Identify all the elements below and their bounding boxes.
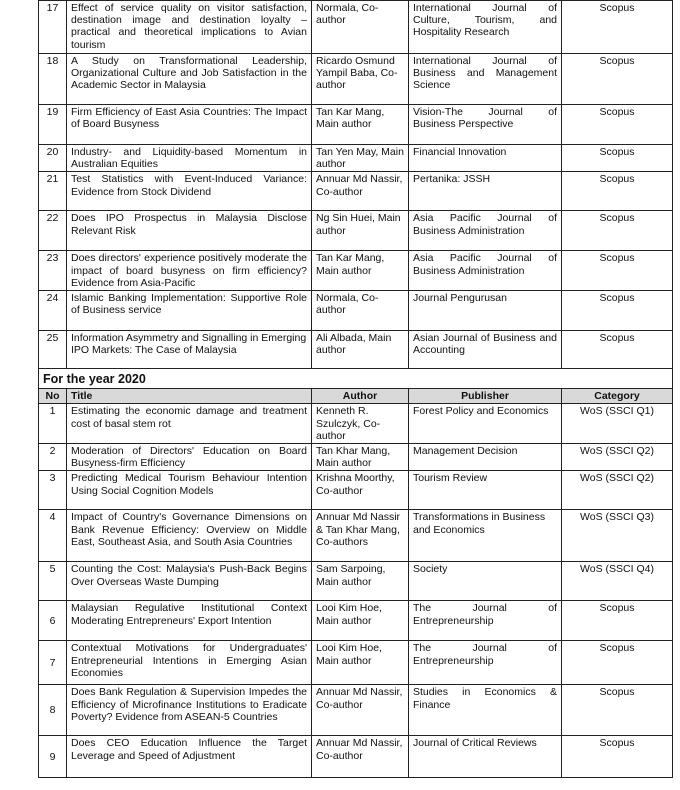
table-row — [39, 54, 673, 105]
table-2019-tail — [39, 1, 673, 369]
table-row — [39, 601, 673, 641]
row-number: 2 — [39, 444, 67, 471]
row-publisher: Asia Pacific Journal of Business Administration — [409, 251, 562, 291]
row-number: 22 — [39, 211, 67, 251]
row-title: Test Statistics with Event-Induced Variance: Evidence from Stock Dividend — [67, 172, 312, 211]
row-title: Islamic Banking Implementation: Supportive Role of Business service — [67, 291, 312, 331]
row-number: 5 — [39, 562, 67, 601]
row-publisher: Asia Pacific Journal of Business Administration — [409, 211, 562, 251]
year-heading-row — [39, 369, 673, 389]
row-number: 6 — [39, 601, 67, 641]
row-title: Effect of service quality on visitor satisfaction, destination image and destination loyalty – practical and theoretical implications to Avian tourism — [67, 1, 312, 54]
row-number: 1 — [39, 404, 67, 444]
row-number: 20 — [39, 145, 67, 172]
row-publisher: Journal of Critical Reviews — [409, 736, 562, 778]
row-number: 25 — [39, 331, 67, 369]
row-category: Scopus — [562, 172, 673, 211]
row-number: 17 — [39, 1, 67, 54]
row-publisher: Asian Journal of Business and Accounting — [409, 331, 562, 369]
row-number: 9 — [39, 736, 67, 778]
col-header-category: Category — [562, 389, 673, 404]
table-row — [39, 510, 673, 562]
table-header-row — [39, 389, 673, 404]
row-author: Sam Sarpoing, Main author — [312, 562, 409, 601]
row-title: Estimating the economic damage and treatment cost of basal stem rot — [67, 404, 312, 444]
table-row — [39, 736, 673, 778]
table-row — [39, 685, 673, 736]
row-number: 4 — [39, 510, 67, 562]
row-publisher: Forest Policy and Economics — [409, 404, 562, 444]
row-publisher: Society — [409, 562, 562, 601]
row-title: Does CEO Education Influence the Target Leverage and Speed of Adjustment — [67, 736, 312, 778]
row-author: Annuar Md Nassir & Tan Khar Mang, Co-authors — [312, 510, 409, 562]
row-author: Tan Khar Mang, Main author — [312, 444, 409, 471]
row-publisher: Management Decision — [409, 444, 562, 471]
table-row — [39, 172, 673, 211]
row-title: Predicting Medical Tourism Behaviour Intention Using Social Cognition Models — [67, 471, 312, 510]
col-header-no: No — [39, 389, 67, 404]
row-author: Annuar Md Nassir, Co-author — [312, 685, 409, 736]
table-row — [39, 105, 673, 145]
row-category: Scopus — [562, 105, 673, 145]
row-title: Industry- and Liquidity-based Momentum in Australian Equities — [67, 145, 312, 172]
row-category: Scopus — [562, 1, 673, 54]
row-number: 21 — [39, 172, 67, 211]
row-title: A Study on Transformational Leadership, Organizational Culture and Job Satisfaction in the Academic Sector in Malaysia — [67, 54, 312, 105]
table-row — [39, 562, 673, 601]
row-publisher: International Journal of Business and Management Science — [409, 54, 562, 105]
row-number: 3 — [39, 471, 67, 510]
row-number: 7 — [39, 641, 67, 685]
row-category: Scopus — [562, 54, 673, 105]
table-row — [39, 145, 673, 172]
publications-table — [38, 0, 673, 778]
row-category: Scopus — [562, 685, 673, 736]
row-author: Tan Kar Mang, Main author — [312, 105, 409, 145]
year-heading: For the year 2020 — [39, 369, 673, 389]
row-number: 24 — [39, 291, 67, 331]
row-title: Moderation of Directors' Education on Board Busyness-firm Efficiency — [67, 444, 312, 471]
publications-document — [38, 0, 672, 778]
row-publisher: Financial Innovation — [409, 145, 562, 172]
row-publisher: The Journal of Entrepreneurship — [409, 641, 562, 685]
row-category: Scopus — [562, 291, 673, 331]
table-row — [39, 471, 673, 510]
row-publisher: Transformations in Business and Economics — [409, 510, 562, 562]
table-row — [39, 641, 673, 685]
table-row — [39, 291, 673, 331]
row-publisher: Tourism Review — [409, 471, 562, 510]
row-number: 23 — [39, 251, 67, 291]
row-category: Scopus — [562, 601, 673, 641]
row-author: Krishna Moorthy, Co-author — [312, 471, 409, 510]
row-title: Firm Efficiency of East Asia Countries: The Impact of Board Busyness — [67, 105, 312, 145]
row-title: Counting the Cost: Malaysia's Push-Back Begins Over Overseas Waste Dumping — [67, 562, 312, 601]
row-category: Scopus — [562, 331, 673, 369]
row-author: Tan Yen May, Main author — [312, 145, 409, 172]
row-author: Tan Kar Mang, Main author — [312, 251, 409, 291]
table-row — [39, 1, 673, 54]
table-row — [39, 404, 673, 444]
row-author: Annuar Md Nassir, Co-author — [312, 736, 409, 778]
row-title: Contextual Motivations for Undergraduates' Entrepreneurial Intentions in Emerging Asian Economies — [67, 641, 312, 685]
row-category: WoS (SSCI Q1) — [562, 404, 673, 444]
row-number: 8 — [39, 685, 67, 736]
row-category: Scopus — [562, 641, 673, 685]
row-category: Scopus — [562, 251, 673, 291]
row-title: Does directors' experience positively moderate the impact of board busyness on firm efficiency? Evidence from Asia-Pacific — [67, 251, 312, 291]
row-author: Kenneth R. Szulczyk, Co-author — [312, 404, 409, 444]
row-title: Impact of Country's Governance Dimensions on Bank Revenue Efficiency: Overview on Middle East, Southeast Asia, and South Asia Countries — [67, 510, 312, 562]
col-header-publisher: Publisher — [409, 389, 562, 404]
row-publisher: Journal Pengurusan — [409, 291, 562, 331]
row-number: 18 — [39, 54, 67, 105]
table-2020 — [39, 369, 673, 778]
row-category: WoS (SSCI Q2) — [562, 471, 673, 510]
row-category: WoS (SSCI Q4) — [562, 562, 673, 601]
table-row — [39, 211, 673, 251]
row-category: Scopus — [562, 211, 673, 251]
row-publisher: Pertanika: JSSH — [409, 172, 562, 211]
row-author: Ali Albada, Main author — [312, 331, 409, 369]
row-author: Annuar Md Nassir, Co-author — [312, 172, 409, 211]
col-header-title: Title — [67, 389, 312, 404]
col-header-author: Author — [312, 389, 409, 404]
row-title: Does IPO Prospectus in Malaysia Disclose Relevant Risk — [67, 211, 312, 251]
row-author: Normala, Co-author — [312, 291, 409, 331]
row-category: Scopus — [562, 145, 673, 172]
row-publisher: The Journal of Entrepreneurship — [409, 601, 562, 641]
row-category: WoS (SSCI Q2) — [562, 444, 673, 471]
row-title: Malaysian Regulative Institutional Context Moderating Entrepreneurs' Export Intention — [67, 601, 312, 641]
row-author: Looi Kim Hoe, Main author — [312, 641, 409, 685]
table-row — [39, 331, 673, 369]
row-author: Looi Kim Hoe, Main author — [312, 601, 409, 641]
table-row — [39, 444, 673, 471]
table-row — [39, 251, 673, 291]
row-category: WoS (SSCI Q3) — [562, 510, 673, 562]
row-author: Ng Sin Huei, Main author — [312, 211, 409, 251]
row-author: Normala, Co-author — [312, 1, 409, 54]
row-title: Information Asymmetry and Signalling in Emerging IPO Markets: The Case of Malaysia — [67, 331, 312, 369]
row-author: Ricardo Osmund Yampil Baba, Co-author — [312, 54, 409, 105]
row-number: 19 — [39, 105, 67, 145]
row-publisher: International Journal of Culture, Tourism, and Hospitality Research — [409, 1, 562, 54]
row-publisher: Studies in Economics & Finance — [409, 685, 562, 736]
row-publisher: Vision-The Journal of Business Perspective — [409, 105, 562, 145]
row-category: Scopus — [562, 736, 673, 778]
row-title: Does Bank Regulation & Supervision Impedes the Efficiency of Microfinance Institutions to Eradicate Poverty? Evidence from ASEAN-5 Countries — [67, 685, 312, 736]
